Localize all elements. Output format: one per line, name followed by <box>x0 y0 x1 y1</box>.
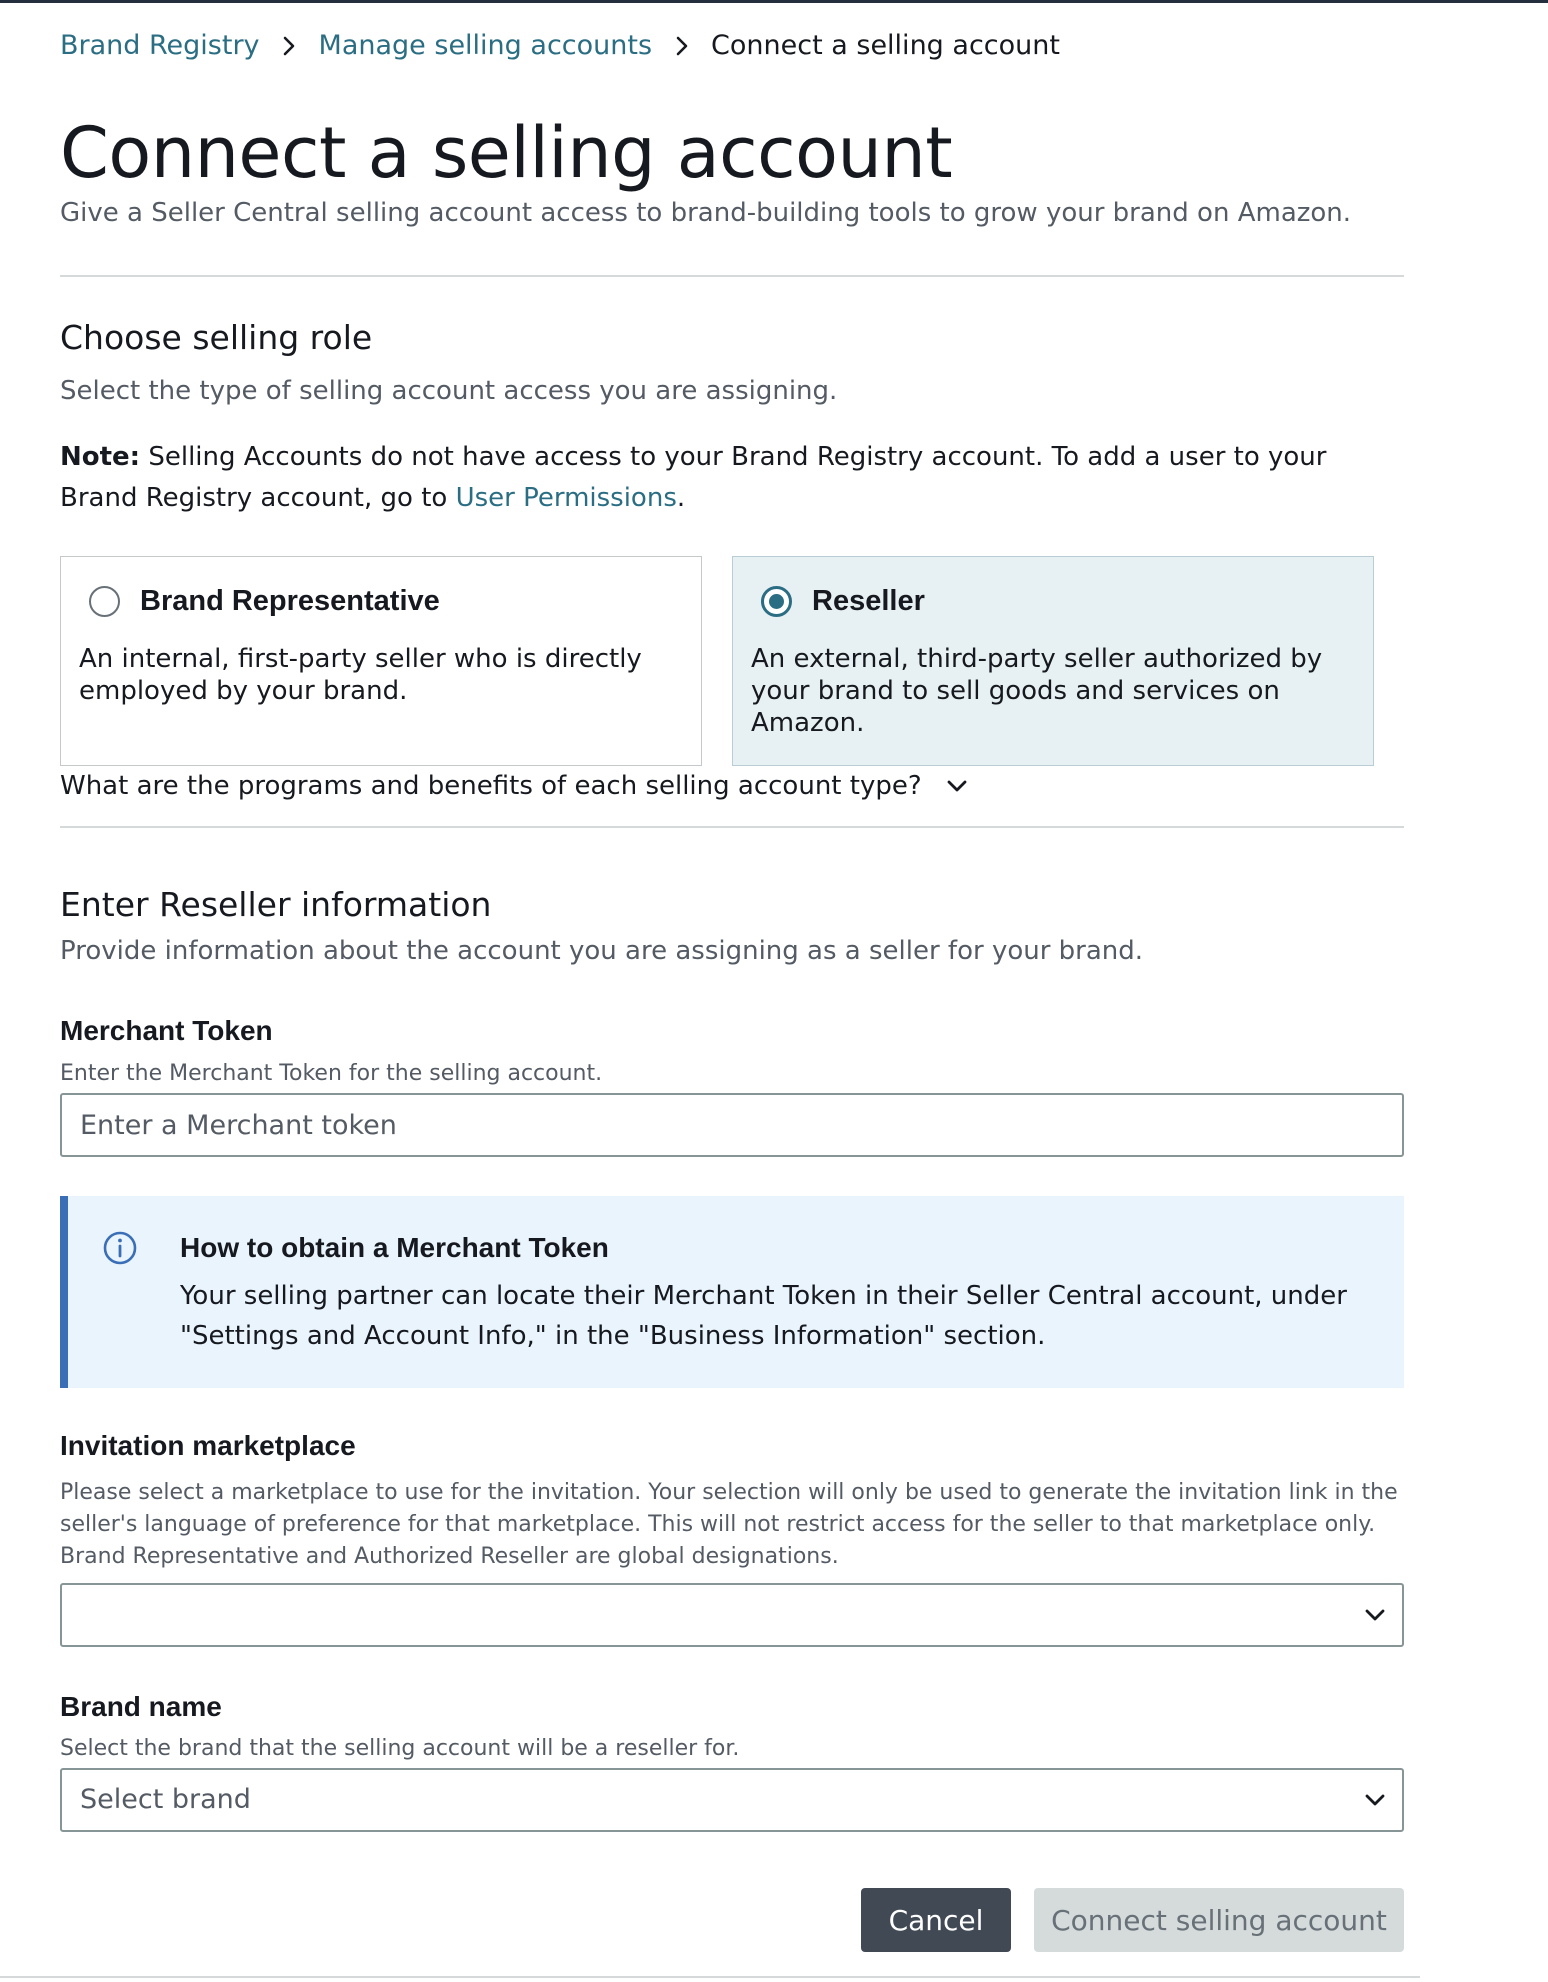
chevron-right-icon <box>260 35 319 57</box>
info-icon <box>102 1230 138 1270</box>
chevron-down-icon <box>946 779 968 793</box>
chevron-down-icon <box>1364 1603 1386 1631</box>
marketplace-hint: Please select a marketplace to use for the invitation. Your selection will only be used to generate the invitation link in the seller's language of preference for that marketplace. This will not restrict access for the seller to that marketplace only. Brand Representative and Authorized Reseller are global designations. <box>60 1480 1398 1569</box>
role-option-name: Reseller <box>812 585 925 617</box>
chevron-right-icon <box>652 35 711 57</box>
expander-label: What are the programs and benefits of each selling account type? <box>60 771 922 801</box>
section-title-reseller-info: Enter Reseller information <box>60 885 492 924</box>
section-desc-reseller-info: Provide information about the account you are assigning as a seller for your brand. <box>60 936 1144 966</box>
marketplace-select[interactable] <box>60 1583 1404 1647</box>
role-option-description: An internal, first-party seller who is directly employed by your brand. <box>79 644 642 706</box>
user-permissions-link[interactable]: User Permissions <box>455 483 677 513</box>
note-label: Note: <box>60 442 141 472</box>
role-option-reseller[interactable] <box>732 556 1374 766</box>
role-option-name: Brand Representative <box>140 585 440 617</box>
cancel-button[interactable]: Cancel <box>861 1888 1011 1952</box>
section-desc-selling-role: Select the type of selling account access you are assigning. <box>60 376 838 406</box>
radio-button-reseller[interactable] <box>761 586 792 617</box>
breadcrumb-current: Connect a selling account <box>711 30 1060 61</box>
breadcrumb <box>60 30 1060 61</box>
info-alert-title: How to obtain a Merchant Token <box>180 1232 609 1263</box>
breadcrumb-manage-selling-accounts[interactable]: Manage selling accounts <box>318 30 653 61</box>
role-option-header <box>89 585 440 618</box>
connect-selling-account-button[interactable]: Connect selling account <box>1034 1888 1404 1952</box>
marketplace-label: Invitation marketplace <box>60 1430 356 1461</box>
chevron-down-icon <box>1364 1788 1386 1816</box>
info-alert <box>60 1196 1404 1388</box>
note <box>60 437 1404 519</box>
brand-name-label: Brand name <box>60 1691 222 1722</box>
note-text: Selling Accounts do not have access to your Brand Registry account. To add a user to your Brand Registry account, go to <box>60 442 1327 513</box>
radio-button-brand-representative[interactable] <box>89 586 120 617</box>
note-end: . <box>676 483 686 513</box>
top-border <box>0 0 1548 3</box>
info-alert-body: Your selling partner can locate their Merchant Token in their Seller Central account, under "Settings and Account Info," in the "Business Information" section. <box>180 1281 1347 1351</box>
page-subtitle: Give a Seller Central selling account access to brand-building tools to grow your brand on Amazon. <box>60 198 1352 228</box>
brand-select[interactable] <box>60 1768 1404 1832</box>
programs-benefits-expander[interactable] <box>60 771 968 801</box>
brand-select-value: Select brand <box>80 1784 251 1815</box>
section-title-selling-role: Choose selling role <box>60 318 373 357</box>
role-option-description: An external, third-party seller authorized by your brand to sell goods and services on Amazon. <box>751 644 1323 738</box>
merchant-token-input[interactable] <box>60 1093 1404 1157</box>
divider <box>60 275 1404 277</box>
role-option-brand-representative[interactable] <box>60 556 702 766</box>
bottom-divider <box>0 1976 1420 1978</box>
merchant-token-hint: Enter the Merchant Token for the selling account. <box>60 1061 603 1086</box>
divider <box>60 826 1404 828</box>
role-option-header <box>761 585 925 618</box>
page-title: Connect a selling account <box>60 112 953 194</box>
brand-name-hint: Select the brand that the selling account will be a reseller for. <box>60 1736 740 1761</box>
breadcrumb-brand-registry[interactable]: Brand Registry <box>60 30 260 61</box>
merchant-token-label: Merchant Token <box>60 1015 273 1046</box>
